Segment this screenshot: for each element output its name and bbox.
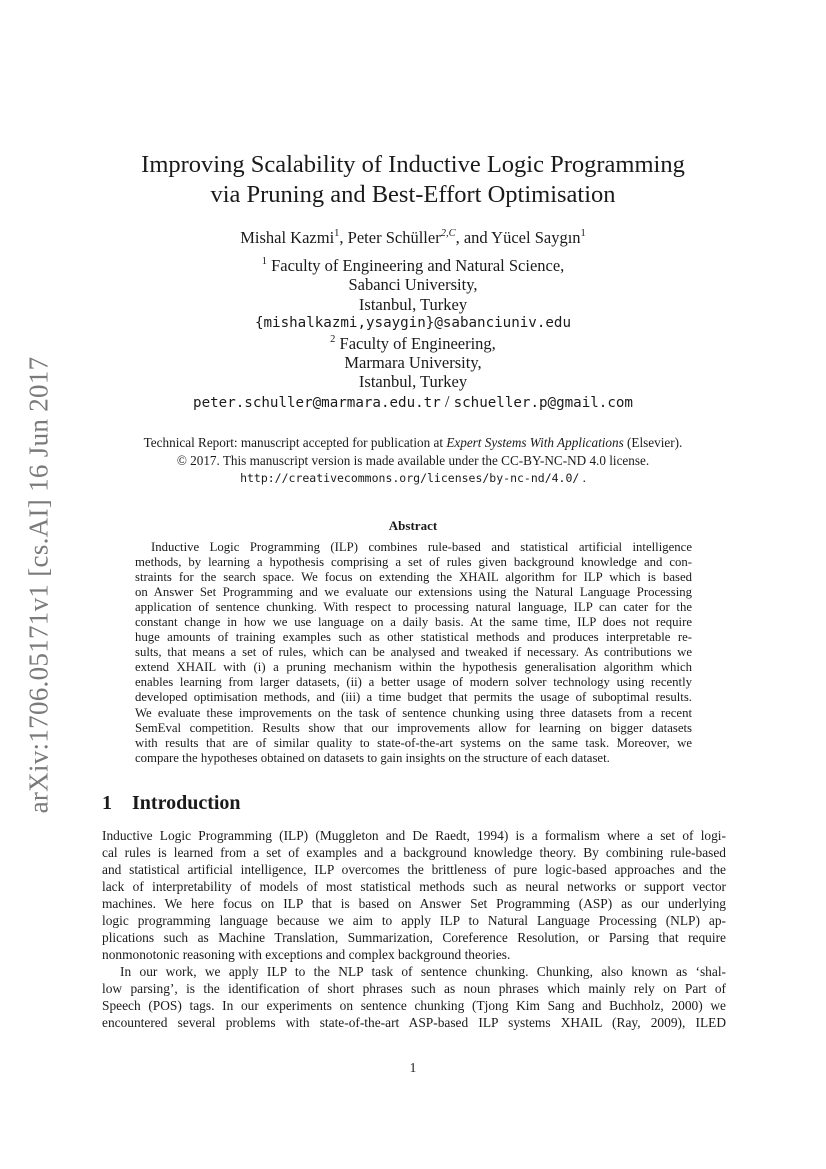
- technical-report-note: [0, 434, 826, 488]
- abstract-line: constant change in how we use language on a daily basis. At the same time, ILP does not require: [135, 615, 692, 630]
- abstract-line: We evaluate these improvements on the task of sentence chunking using three datasets from a recent: [135, 705, 692, 720]
- intro-line: nonmonotonic reasoning with exceptions and complex background theories.: [102, 947, 511, 962]
- affiliation-2-emails: peter.schuller@marmara.edu.tr / schueller.p@gmail.com: [193, 391, 633, 411]
- abstract-line: enables learning from larger datasets, (ii) a better usage of modern solver technology using recently: [135, 675, 692, 690]
- license-url-link[interactable]: http://creativecommons.org/licenses/by-nc-nd/4.0/: [240, 471, 580, 485]
- abstract-heading: Abstract: [388, 518, 438, 533]
- email-link[interactable]: peter.schuller@marmara.edu.tr: [193, 394, 441, 411]
- journal-name: Expert Systems With Applications: [446, 435, 624, 450]
- affiliation-1-email: {mishalkazmi,ysaygin}@sabanciuniv.edu: [254, 315, 572, 332]
- paper-title: [0, 150, 826, 210]
- affiliation-mark: 1: [261, 256, 267, 267]
- affiliation-2-line-1: $^2$ Faculty of Engineering,: [330, 333, 496, 353]
- affiliation-2-line-2: Marmara University,: [344, 353, 482, 373]
- intro-line: cal rules is learned from a set of examples and a background knowledge theory. By combining rule-based: [102, 845, 726, 860]
- abstract-line: SemEval competition. Results show that our improvements allow for learning on bigger datasets: [135, 720, 692, 735]
- affiliation-2-line-3: Istanbul, Turkey: [358, 372, 468, 392]
- title-line-2: via Pruning and Best-Effort Optimisation: [210, 181, 616, 208]
- title-line-1: Improving Scalability of Inductive Logic Programming: [141, 151, 685, 178]
- affiliation-1-line-3: Istanbul, Turkey: [358, 294, 468, 314]
- section-heading-introduction: [102, 792, 241, 815]
- intro-line: In our work, we apply ILP to the NLP task of sentence chunking. Chunking, also known as ‘shal-: [120, 964, 726, 979]
- affiliations: [0, 256, 826, 413]
- abstract-line: application of sentence chunking. With respect to processing natural language, ILP can cater for the: [135, 600, 692, 615]
- arxiv-identifier-stamp: arXiv:1706.05171v1 [cs.AI] 16 Jun 2017: [23, 356, 54, 814]
- intro-line: Inductive Logic Programming (ILP) (Muggleton and De Raedt, 1994) is a formalism where a set of logi-: [102, 828, 726, 843]
- abstract-line: sults, that means a set of rules, which can be analysed and tweaked if necessary. As contributions we: [135, 645, 692, 660]
- note-line-1: Technical Report: manuscript accepted for publication at Expert Systems With Applications (Elsevier).: [143, 435, 683, 450]
- affiliation-mark: 2: [330, 333, 336, 345]
- abstract-body: [135, 540, 692, 766]
- introduction-body: [102, 827, 726, 1031]
- author-list: [0, 228, 826, 248]
- intro-line: Speech (POS) tags. In our experiments on sentence chunking (Tjong Kim Sang and Buchholz, 2000) we: [102, 998, 726, 1013]
- page-number: 1: [409, 1060, 417, 1075]
- abstract-line: methods, by learning a hypothesis comprising a set of rules given background knowledge and con-: [135, 555, 692, 570]
- abstract-line: huge amounts of training examples such as other statistical methods and produces interpretable re-: [135, 630, 692, 645]
- abstract-line: straints for the search space. We focus on extending the XHAIL algorithm for ILP which is based: [135, 570, 692, 585]
- author-affiliation-mark: 1: [334, 228, 340, 239]
- note-line-2: © 2017. This manuscript version is made available under the CC-BY-NC-ND 4.0 license.: [176, 452, 650, 468]
- author-separator: , and: [455, 228, 492, 247]
- intro-line: and statistical artificial intelligence, ILP overcomes the brittleness of pure logic-based approaches and the: [102, 862, 726, 877]
- author-affiliation-mark: 1: [580, 228, 586, 239]
- abstract-line: extend XHAIL with (i) a pruning mechanism within the hypothesis generalisation algorithm which: [135, 660, 692, 675]
- affiliation-1-line-1: $^1$ Faculty of Engineering and Natural Science,: [261, 256, 565, 275]
- intro-line: low parsing’, is the identification of short phrases such as noun phrases which mainly rely on Part of: [102, 981, 726, 996]
- email-link[interactable]: schueller.p@gmail.com: [453, 394, 633, 411]
- affiliation-1-line-2: Sabanci University,: [348, 275, 478, 295]
- author-separator: ,: [339, 228, 348, 247]
- abstract-line: with results that are of similar quality to state-of-the-art systems on the same task. Moreover, we: [135, 735, 692, 750]
- intro-line: plications such as Machine Translation, Summarization, Coreference Resolution, or Parsing that require: [102, 930, 726, 945]
- note-line-3: http://creativecommons.org/licenses/by-nc-nd/4.0/ .: [240, 470, 586, 485]
- intro-line: lack of interpretability of models of most statistical methods such as neural networks or support vector: [102, 879, 726, 894]
- intro-line: logic programming language because we aim to apply ILP to Natural Language Processing (NLP) ap-: [102, 913, 726, 928]
- section-title: Introduction: [132, 792, 241, 814]
- intro-line: encountered several problems with state-of-the-art ASP-based ILP systems XHAIL (Ray, 2009), ILED: [102, 1015, 726, 1030]
- abstract-line: Inductive Logic Programming (ILP) combines rule-based and statistical artificial intelligence: [151, 540, 692, 554]
- author-name: Yücel Saygın: [491, 228, 581, 247]
- abstract-line: on Answer Set Programming and we evaluate our extensions using the Natural Language Processing: [135, 585, 692, 600]
- section-number: 1: [102, 792, 112, 814]
- author-name: Peter Schüller: [347, 228, 441, 247]
- author-name: Mishal Kazmi: [240, 228, 335, 247]
- author-affiliation-mark: 2,C: [440, 228, 456, 239]
- abstract-line: compare the hypotheses obtained on datasets to gain insights on the structure of each dataset.: [135, 750, 610, 765]
- abstract-line: developed optimisation methods, and (iii) a time budget that permits the usage of suboptimal results.: [135, 690, 692, 705]
- intro-line: machines. We here focus on ILP that is based on Answer Set Programming (ASP) as our underlying: [102, 896, 726, 911]
